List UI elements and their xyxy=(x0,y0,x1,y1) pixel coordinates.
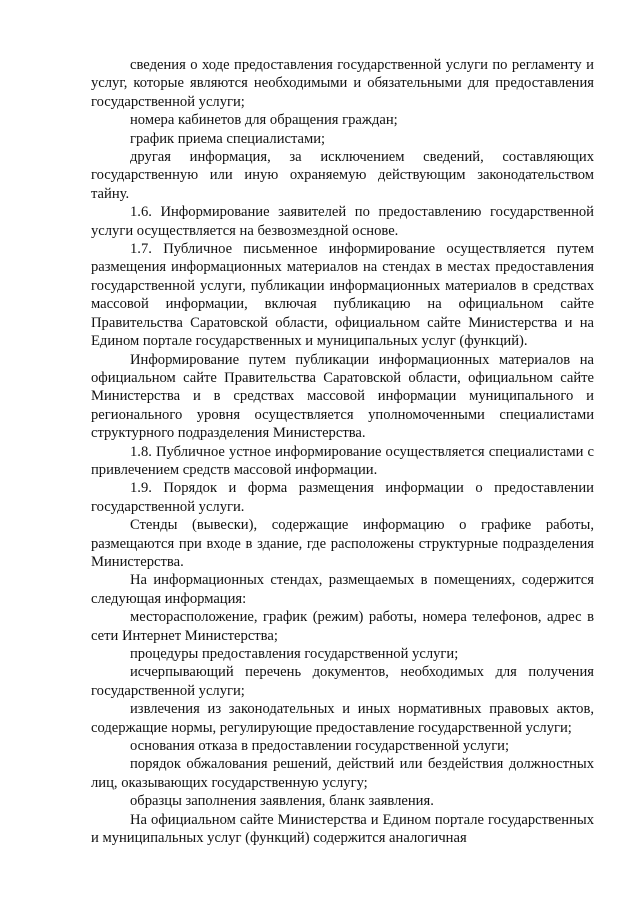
paragraph: номера кабинетов для обращения граждан; xyxy=(130,112,398,129)
paragraph: образцы заполнения заявления, бланк заявления. xyxy=(130,793,434,810)
paragraph: порядок обжалования решений, действий или бездействия должностных лиц, оказывающих государственную услугу; xyxy=(91,756,594,791)
paragraph: сведения о ходе предоставления государственной услуги по регламенту и услуг, которые являются необходимыми и обязательными для предоставления государственной услуги; xyxy=(91,57,594,110)
paragraph: 1.7. Публичное письменное информирование осуществляется путем размещения информационных материалов на стендах в местах предоставления государственной услуги, публикации информационных материалов в средствах массовой информации, включая публикацию на официальном сайте Правительства Саратовской области, официальном сайте Министерства и на Едином портале государственных и муниципальных услуг (функций). xyxy=(91,241,594,350)
paragraph: Информирование путем публикации информационных материалов на официальном сайте Правительства Саратовской области, официальном сайте Министерства и в средствах массовой информации муниципального и регионального уровня осуществляется уполномоченными специалистами структурного подразделения Министерства. xyxy=(91,351,594,442)
paragraph: процедуры предоставления государственной услуги; xyxy=(130,646,459,662)
document-page xyxy=(91,56,594,847)
paragraph: 1.9. Порядок и форма размещения информации о предоставлении государственной услуги. xyxy=(91,480,594,515)
paragraph: извлечения из законодательных и иных нормативных правовых актов, содержащие нормы, регулирующие предоставление государственной услуги; xyxy=(91,701,594,736)
paragraph: основания отказа в предоставлении государственной услуги; xyxy=(130,738,510,755)
paragraph: На официальном сайте Министерства и Едином портале государственных и муниципальных услуг (функций) содержится аналогичная xyxy=(91,811,594,847)
paragraph: 1.8. Публичное устное информирование осуществляется специалистами с привлечением средств массовой информации. xyxy=(91,443,594,478)
paragraph: месторасположение, график (режим) работы, номера телефонов, адрес в сети Интернет Министерства; xyxy=(91,609,594,644)
paragraph: исчерпывающий перечень документов, необходимых для получения государственной услуги; xyxy=(91,664,594,699)
paragraph: Стенды (вывески), содержащие информацию о графике работы, размещаются при входе в здание, где расположены структурные подразделения Министерства. xyxy=(91,517,594,570)
paragraph: На информационных стендах, размещаемых в помещениях, содержится следующая информация: xyxy=(91,572,594,607)
paragraph: 1.6. Информирование заявителей по предоставлению государственной услуги осуществляется на безвозмездной основе. xyxy=(91,204,594,239)
paragraph: график приема специалистами; xyxy=(130,130,326,147)
paragraph: другая информация, за исключением сведений, составляющих государственную или иную охраняемую действующим законодательством тайну. xyxy=(91,149,594,202)
